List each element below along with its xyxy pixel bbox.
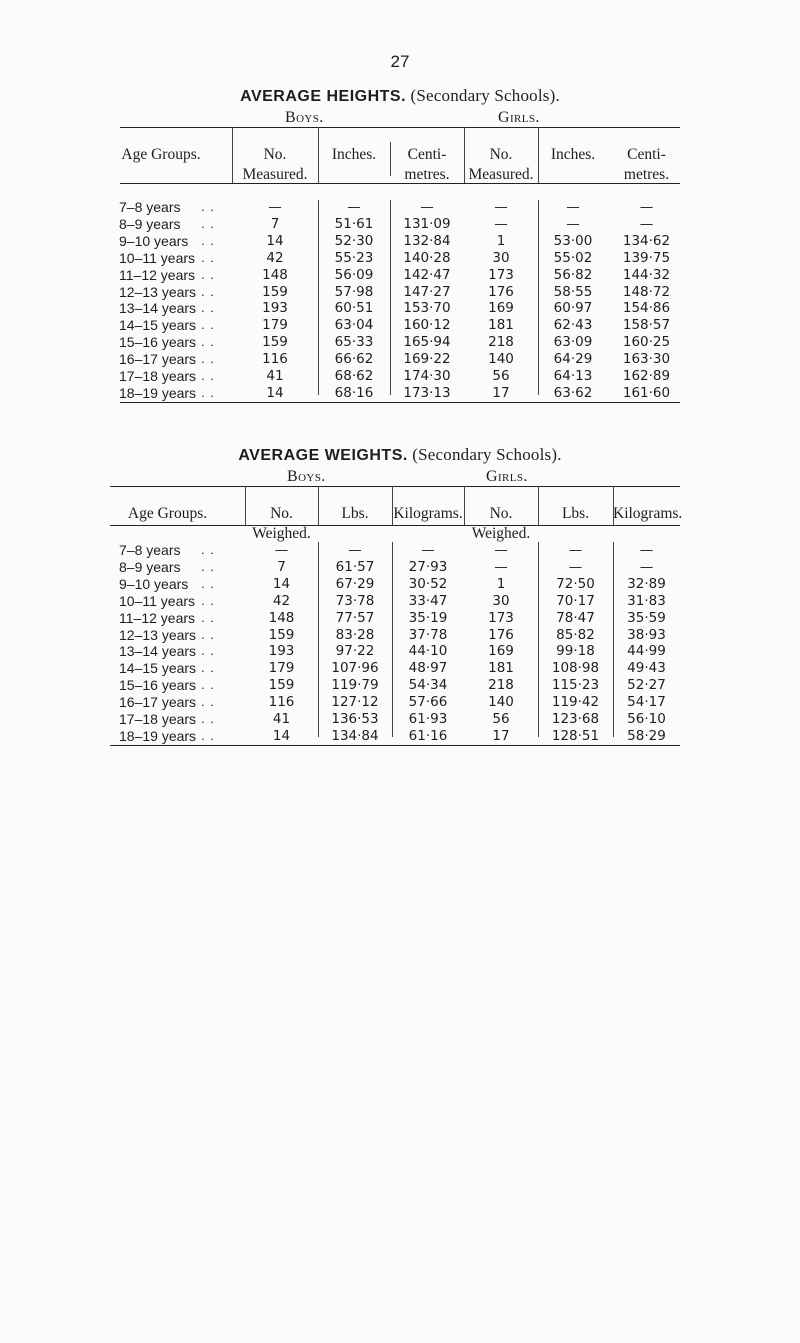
table-cell: 53·00 — [553, 232, 593, 249]
table-cell: 1 — [496, 232, 506, 249]
table-cell: 77·57 — [335, 609, 375, 626]
leader-dots: . . — [201, 677, 215, 693]
table-cell: — — [347, 199, 361, 215]
table-cell: 48·97 — [408, 660, 448, 677]
table-cell: 14 — [266, 232, 284, 249]
table-cell: 123·68 — [551, 711, 600, 727]
table-cell: 139·75 — [622, 249, 671, 266]
table-cell: 42 — [272, 592, 291, 609]
leader-dots: . . — [201, 215, 215, 231]
table-cell: 181 — [488, 660, 514, 677]
table-cell: 7 — [270, 215, 280, 232]
table-cell: 169·22 — [403, 351, 451, 368]
table-cell: 54·34 — [408, 677, 448, 694]
leader-dots: . . — [201, 334, 215, 350]
table-cell: 66·62 — [334, 351, 374, 368]
column-header: No. Measured. — [242, 146, 308, 183]
leader-dots: . . — [201, 199, 215, 214]
row-age-label: 12–13 years — [119, 626, 197, 643]
table-cell: 147·27 — [403, 283, 451, 300]
table-cell: — — [566, 199, 580, 215]
table-cell: 83·28 — [335, 626, 375, 643]
row-age-label: 10–11 years — [119, 592, 196, 609]
leader-dots: . . — [201, 368, 215, 383]
leader-dots: . . — [201, 266, 215, 282]
table-cell: 127·12 — [331, 694, 379, 711]
leader-dots: . . — [201, 694, 215, 710]
table-cell: — — [494, 558, 508, 575]
table-cell: 35·59 — [627, 609, 666, 626]
row-age-label: 14–15 years — [119, 317, 197, 334]
table-cell: 14 — [266, 384, 284, 401]
leader-dots: . . — [201, 283, 215, 299]
column-header: No. Weighed. — [471, 505, 531, 542]
table-cell: 165·94 — [403, 334, 451, 351]
table-cell: 30 — [492, 592, 510, 609]
row-age-label: 17–18 years — [119, 368, 197, 384]
table-cell: 107·96 — [331, 660, 379, 677]
heights-girls-label: Girls. — [498, 109, 540, 126]
table-cell: 148 — [268, 609, 295, 626]
row-age-label: 14–15 years — [119, 660, 197, 677]
leader-dots: . . — [201, 643, 215, 659]
table-cell: 99·18 — [556, 643, 595, 660]
table-cell: 62·43 — [553, 317, 593, 334]
table-cell: 44·10 — [408, 643, 448, 660]
leader-dots: . . — [201, 727, 215, 743]
table-cell: 55·02 — [553, 249, 593, 266]
table-cell: 162·89 — [622, 368, 671, 384]
table-cell: 68·16 — [334, 384, 374, 401]
table-cell: 128·51 — [551, 727, 600, 744]
row-age-label: 8–9 years — [119, 215, 181, 232]
table-cell: 61·57 — [335, 558, 375, 575]
table-cell: — — [639, 215, 654, 232]
leader-dots: . . — [201, 249, 215, 265]
table-cell: — — [274, 542, 289, 558]
table-cell: 159 — [262, 283, 288, 300]
table-cell: — — [568, 558, 583, 575]
row-age-label: 7–8 years — [119, 542, 181, 558]
table-cell: — — [348, 542, 362, 558]
table-cell: 140 — [488, 694, 514, 711]
table-cell: 116 — [268, 694, 295, 711]
table-cell: 55·23 — [334, 249, 374, 266]
table-cell: 108·98 — [551, 660, 600, 677]
row-age-label: 9–10 years — [119, 232, 189, 249]
column-header: Kilograms. — [613, 505, 683, 522]
column-header: Lbs. — [341, 505, 369, 522]
table-cell: 144·32 — [622, 266, 671, 283]
table-cell: 218 — [488, 677, 514, 694]
table-cell: 57·66 — [408, 694, 448, 711]
table-cell: 31·83 — [627, 592, 666, 609]
heights-boys-label: Boys. — [285, 109, 324, 126]
table-cell: 41 — [266, 368, 284, 384]
row-age-label: 15–16 years — [119, 677, 197, 694]
table-cell: 119·79 — [331, 677, 379, 694]
weights-boys-label: Boys. — [287, 468, 326, 485]
table-cell: 115·23 — [551, 677, 600, 694]
table-cell: 85·82 — [556, 626, 595, 643]
table-cell: 38·93 — [627, 626, 666, 643]
table-cell: 1 — [496, 575, 506, 592]
column-header: Kilograms. — [393, 505, 463, 522]
leader-dots: . . — [201, 300, 215, 316]
table-cell: — — [639, 199, 654, 215]
leader-dots: . . — [201, 711, 215, 726]
heights-title-rest: (Secondary Schools). — [406, 86, 560, 105]
table-cell: 60·97 — [553, 300, 593, 317]
table-cell: 41 — [272, 711, 291, 727]
table-cell: 56·10 — [627, 711, 666, 727]
leader-dots: . . — [201, 609, 215, 625]
table-cell: 163·30 — [622, 351, 671, 368]
table-cell: 158·57 — [622, 317, 671, 334]
table-cell: 78·47 — [556, 609, 595, 626]
table-cell: 61·93 — [408, 711, 448, 727]
weights-title-rest: (Secondary Schools). — [407, 445, 562, 464]
header-top-rule — [110, 486, 680, 487]
row-age-label: 13–14 years — [119, 300, 197, 317]
row-age-label: 11–12 years — [119, 609, 196, 626]
column-header: No. Weighed. — [252, 505, 311, 542]
table-cell: 132·84 — [403, 232, 451, 249]
table-cell: 140·28 — [403, 249, 451, 266]
table-cell: 154·86 — [622, 300, 671, 317]
table-cell: — — [639, 558, 654, 575]
column-header: Centi- metres. — [404, 146, 450, 183]
table-cell: 181 — [488, 317, 514, 334]
table-cell: 159 — [268, 626, 295, 643]
table-cell: 67·29 — [335, 575, 375, 592]
table-cell: 30 — [492, 249, 510, 266]
table-cell: 17 — [492, 727, 510, 744]
table-cell: 52·27 — [627, 677, 666, 694]
row-age-label: 8–9 years — [119, 558, 181, 575]
column-header: Lbs. — [561, 505, 590, 522]
table-cell: 169 — [488, 643, 514, 660]
table-cell: 179 — [268, 660, 295, 677]
leader-dots: . . — [201, 626, 215, 642]
table-cell: 134·62 — [622, 232, 671, 249]
table-cell: 134·84 — [331, 727, 379, 744]
table-cell: 35·19 — [408, 609, 448, 626]
table-cell: 179 — [262, 317, 288, 334]
table-cell: 37·78 — [408, 626, 448, 643]
table-cell: 58·29 — [627, 727, 666, 744]
table-cell: 30·52 — [408, 575, 448, 592]
table-cell: 169 — [488, 300, 514, 317]
table-cell: 7 — [277, 558, 286, 575]
table-cell: 64·13 — [553, 368, 593, 384]
table-cell: 49·43 — [627, 660, 666, 677]
table-cell: 32·89 — [627, 575, 666, 592]
table-cell: — — [494, 199, 508, 215]
column-header: Age Groups. — [127, 505, 208, 522]
table-cell: 174·30 — [403, 368, 451, 384]
column-header: Age Groups. — [121, 146, 201, 163]
leader-dots: . . — [201, 232, 215, 248]
table-cell: 148·72 — [622, 283, 671, 300]
column-header: No. Measured. — [468, 146, 534, 183]
weights-girls-label: Girls. — [486, 468, 528, 485]
table-cell: — — [566, 215, 580, 232]
table-cell: 97·22 — [335, 643, 375, 660]
table-cell: 54·17 — [627, 694, 666, 711]
row-age-label: 11–12 years — [119, 266, 196, 283]
table-cell: 140 — [488, 351, 514, 368]
table-cell: 116 — [262, 351, 288, 368]
table-cell: 63·04 — [334, 317, 374, 334]
table-cell: 148 — [262, 266, 288, 283]
table-cell: 51·61 — [334, 215, 374, 232]
row-age-label: 12–13 years — [119, 283, 197, 300]
table-cell: — — [420, 199, 434, 215]
row-age-label: 18–19 years — [119, 384, 197, 401]
leader-dots: . . — [201, 384, 215, 400]
row-age-label: 17–18 years — [119, 711, 197, 727]
table-cell: — — [494, 542, 508, 558]
row-age-label: 16–17 years — [119, 351, 197, 368]
table-bottom-rule — [110, 745, 680, 746]
row-age-label: 18–19 years — [119, 727, 197, 744]
row-age-label: 7–8 years — [119, 199, 181, 215]
table-cell: 61·16 — [408, 727, 448, 744]
table-cell: — — [639, 542, 654, 558]
table-cell: — — [421, 542, 435, 558]
table-cell: 42 — [266, 249, 284, 266]
table-cell: 65·33 — [334, 334, 374, 351]
table-cell: 73·78 — [335, 592, 375, 609]
table-cell: 14 — [272, 575, 291, 592]
heights-title-bold: AVERAGE HEIGHTS. — [240, 88, 407, 105]
table-cell: 173 — [488, 266, 514, 283]
row-age-label: 16–17 years — [119, 694, 197, 711]
leader-dots: . . — [201, 592, 215, 608]
table-cell: 160·12 — [403, 317, 451, 334]
table-cell: 56 — [492, 368, 510, 384]
row-age-label: 13–14 years — [119, 643, 197, 660]
table-cell: 161·60 — [622, 384, 671, 401]
table-cell: 57·98 — [334, 283, 374, 300]
table-cell: 142·47 — [403, 266, 451, 283]
leader-dots: . . — [201, 542, 215, 557]
table-cell: 173 — [488, 609, 514, 626]
table-cell: 14 — [272, 727, 291, 744]
table-cell: 56·09 — [334, 266, 374, 283]
table-cell: 64·29 — [553, 351, 593, 368]
table-cell: 56 — [492, 711, 510, 727]
table-cell: 63·62 — [553, 384, 593, 401]
table-cell: 218 — [488, 334, 514, 351]
leader-dots: . . — [201, 558, 215, 574]
table-cell: — — [568, 542, 583, 558]
table-cell: 136·53 — [331, 711, 379, 727]
table-cell: 17 — [492, 384, 510, 401]
table-cell: 173·13 — [403, 384, 451, 401]
table-cell: 58·55 — [553, 283, 593, 300]
table-cell: 70·17 — [556, 592, 595, 609]
table-cell: 72·50 — [556, 575, 595, 592]
table-cell: 60·51 — [334, 300, 374, 317]
table-cell: 52·30 — [334, 232, 374, 249]
table-cell: 63·09 — [553, 334, 593, 351]
row-age-label: 9–10 years — [119, 575, 189, 592]
table-cell: 153·70 — [403, 300, 451, 317]
column-header: Inches. — [550, 146, 596, 163]
column-header: Centi- metres. — [623, 146, 670, 183]
table-cell: 131·09 — [403, 215, 451, 232]
table-cell: 176 — [488, 283, 514, 300]
leader-dots: . . — [201, 660, 215, 676]
table-cell: 44·99 — [627, 643, 666, 660]
table-cell: 27·93 — [408, 558, 448, 575]
table-cell: — — [268, 199, 282, 215]
table-cell: 193 — [268, 643, 295, 660]
table-cell: 193 — [262, 300, 288, 317]
header-bottom-rule — [110, 525, 680, 526]
table-cell: 160·25 — [622, 334, 671, 351]
table-cell: 119·42 — [551, 694, 600, 711]
table-cell: 68·62 — [334, 368, 374, 384]
leader-dots: . . — [201, 575, 215, 591]
table-cell: — — [494, 215, 508, 232]
page-number: 27 — [390, 52, 410, 71]
leader-dots: . . — [201, 317, 215, 333]
table-cell: 33·47 — [408, 592, 448, 609]
leader-dots: . . — [201, 351, 215, 367]
table-cell: 56·82 — [553, 266, 593, 283]
column-header: Inches. — [331, 146, 377, 163]
table-cell: 176 — [488, 626, 514, 643]
table-cell: 159 — [268, 677, 295, 694]
weights-title-bold: AVERAGE WEIGHTS. — [238, 447, 408, 464]
table-cell: 159 — [262, 334, 288, 351]
row-age-label: 15–16 years — [119, 334, 197, 351]
row-age-label: 10–11 years — [119, 249, 196, 266]
